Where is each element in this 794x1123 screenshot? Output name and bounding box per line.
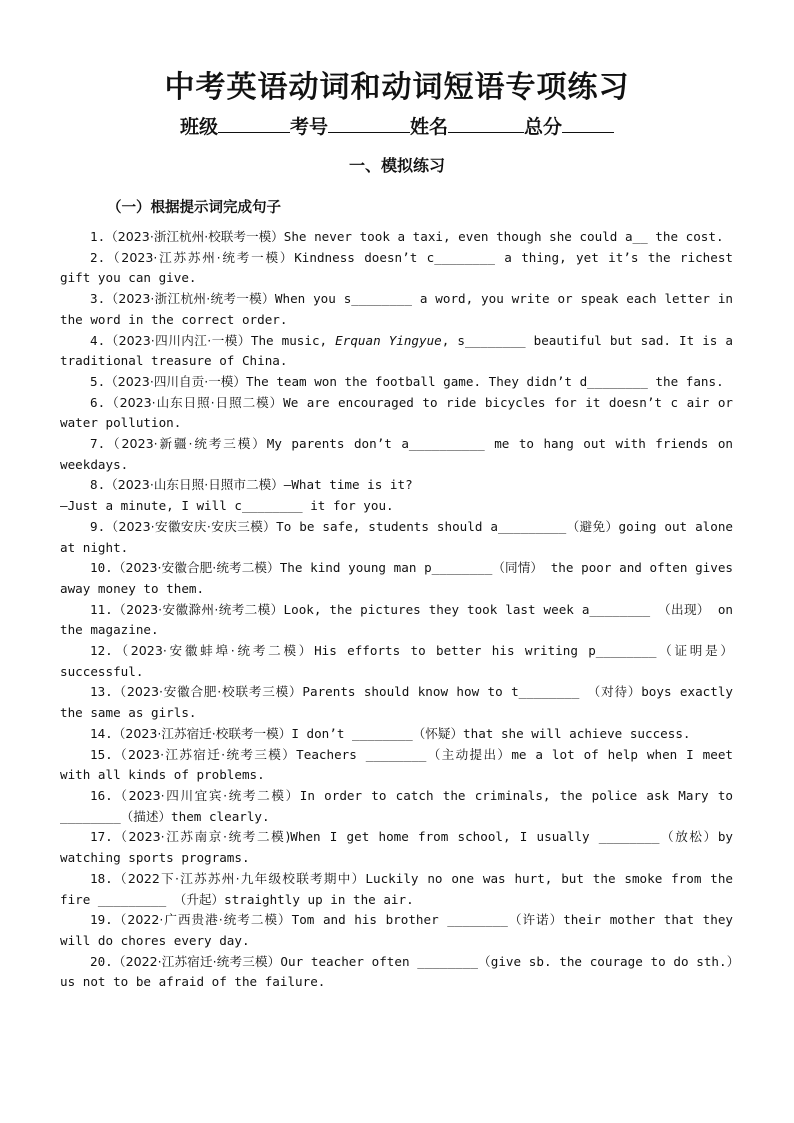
question-source: （2023·浙江杭州·校联考一模） — [105, 229, 284, 244]
question-number: 8. — [90, 477, 106, 493]
question-source: （2023·山东日照·日照市二模） — [105, 477, 284, 493]
exam-number-label: 考号 — [289, 116, 328, 138]
question-text: Our teacher often ________（give sb. the courage to do sth.）us not to be afraid of the failure. — [60, 953, 733, 990]
name-label: 姓名 — [410, 116, 449, 138]
question-number: 16. — [90, 787, 113, 803]
question-number: 15. — [90, 746, 113, 762]
question-source: （2023·江苏苏州·统考一模） — [105, 249, 295, 265]
question-item — [60, 952, 733, 993]
question-number: 14. — [90, 725, 113, 741]
question-number: 9. — [90, 518, 106, 534]
score-blank[interactable] — [562, 114, 614, 133]
question-number: 7. — [90, 436, 106, 452]
question-text-before: The music, — [250, 332, 336, 348]
question-item — [60, 724, 733, 745]
question-number: 10. — [90, 560, 113, 576]
exam-number-blank[interactable] — [328, 114, 410, 133]
question-item — [60, 434, 733, 475]
question-text: When I get home from school, I usually ________（放松）by watching sports programs. — [60, 829, 733, 866]
question-source: （2022·江苏宿迁·统考三模） — [112, 953, 281, 969]
question-list — [60, 227, 733, 993]
question-number: 19. — [90, 912, 113, 928]
question-number: 4. — [90, 332, 106, 348]
question-text: Teachers ________（主动提出）me a lot of help when I meet with all kinds of problems. — [60, 746, 733, 783]
question-number: 2. — [90, 249, 106, 265]
question-source: （2023·山东日照·日照二模） — [105, 394, 284, 410]
question-text: The kind young man p________（同情） the poor and often gives away money to them. — [60, 560, 733, 596]
class-blank[interactable] — [218, 114, 290, 133]
question-source: （2022下·江苏苏州·九年级校联考期中） — [112, 870, 366, 886]
question-item-continued — [60, 496, 733, 517]
question-text: My parents don’t a__________ me to hang out with friends on weekdays. — [60, 436, 733, 472]
question-text: We are encouraged to ride bicycles for it doesn’t c air or water pollution. — [60, 394, 733, 431]
question-text-line2: —Just a minute, I will c________ it for you. — [60, 498, 394, 514]
question-text: Parents should know how to t________ （对待）boys exactly the same as girls. — [60, 684, 733, 721]
question-source: （2022·广西贵港·统考二模） — [112, 912, 292, 928]
question-number: 18. — [90, 870, 113, 886]
question-source: （2023·浙江杭州·统考一模） — [105, 291, 275, 307]
question-item — [60, 682, 733, 723]
question-text: When you s________ a word, you write or speak each letter in the word in the correct order. — [60, 291, 733, 327]
question-item — [60, 289, 733, 330]
question-number: 13. — [90, 684, 113, 700]
question-text: The team won the football game. They didn’t d________ the fans. — [245, 373, 724, 389]
question-text: Look, the pictures they took last week a________ （出现） on the magazine. — [60, 601, 733, 638]
question-source: （2023·安徽安庆·安庆三模） — [105, 518, 277, 534]
question-text: His efforts to better his writing p________（证明是） successful. — [60, 643, 733, 679]
question-number: 12. — [90, 643, 113, 659]
question-number: 17. — [90, 829, 113, 845]
question-source: （2023·江苏南京·统考二模) — [112, 829, 291, 845]
question-text: —What time is it? — [283, 477, 413, 493]
question-item — [60, 331, 733, 372]
question-item — [60, 910, 733, 951]
question-number: 6. — [90, 394, 106, 410]
question-item — [60, 869, 733, 910]
question-source: （2023·安徽蚌埠·统考二模） — [112, 643, 315, 659]
class-label: 班级 — [179, 116, 218, 138]
music-title: Erquan Yingyue — [335, 332, 442, 348]
student-info-line — [0, 112, 794, 139]
question-text: Luckily no one was hurt, but the smoke from the fire _________ （升起）straightly up in the air. — [60, 870, 734, 907]
subsection-heading: （一）根据提示词完成句子 — [107, 200, 281, 216]
question-number: 20. — [90, 953, 113, 969]
question-source: （2023·新疆·统考三模） — [105, 436, 267, 452]
question-item — [60, 393, 733, 434]
question-item — [60, 786, 733, 827]
question-text: To be safe, students should a_________（避免）going out alone at night. — [60, 518, 733, 555]
section-heading: 一、模拟练习 — [348, 156, 445, 175]
question-number: 1. — [90, 229, 106, 244]
question-text: I don’t ________（怀疑）that she will achieve success. — [291, 725, 691, 741]
question-item — [60, 827, 733, 868]
question-item — [60, 600, 733, 641]
question-source: （2023·江苏宿迁·统考三模） — [112, 746, 297, 762]
question-text-after: , s________ beautiful but sad. It is a traditional treasure of China. — [60, 332, 733, 369]
name-blank[interactable] — [448, 114, 524, 133]
question-item — [60, 517, 733, 558]
question-source: （2023·安徽滁州·统考二模） — [112, 601, 284, 617]
question-source: （2023·四川自贡·一模） — [105, 373, 246, 389]
question-item — [60, 558, 733, 599]
question-source: （2023·四川宜宾·统考二模） — [112, 787, 300, 803]
question-item — [60, 372, 733, 393]
question-item — [60, 248, 733, 289]
question-source: （2023·江苏宿迁·校联考一模） — [112, 725, 292, 741]
question-number: 11. — [90, 601, 113, 617]
question-text: Kindness doesn’t c________ a thing, yet it’s the richest gift you can give. — [60, 249, 733, 286]
question-text: In order to catch the criminals, the police ask Mary to ________（描述）them clearly. — [60, 787, 734, 824]
page-title: 中考英语动词和动词短语专项练习 — [164, 70, 630, 105]
question-number: 3. — [90, 291, 106, 307]
question-source: （2023·四川内江·一模） — [105, 332, 251, 348]
question-item — [60, 227, 733, 248]
question-source: （2023·安徽合肥·统考二模） — [112, 560, 280, 576]
question-number: 5. — [90, 373, 106, 389]
question-text: She never took a taxi, even though she could a__ the cost. — [283, 229, 724, 244]
question-item — [60, 641, 733, 682]
question-source: （2023·安徽合肥·校联考三模） — [112, 684, 303, 700]
question-item — [60, 745, 733, 786]
question-item — [60, 475, 733, 496]
score-label: 总分 — [524, 116, 563, 138]
question-text: Tom and his brother ________（许诺）their mother that they will do chores every day. — [60, 912, 733, 948]
